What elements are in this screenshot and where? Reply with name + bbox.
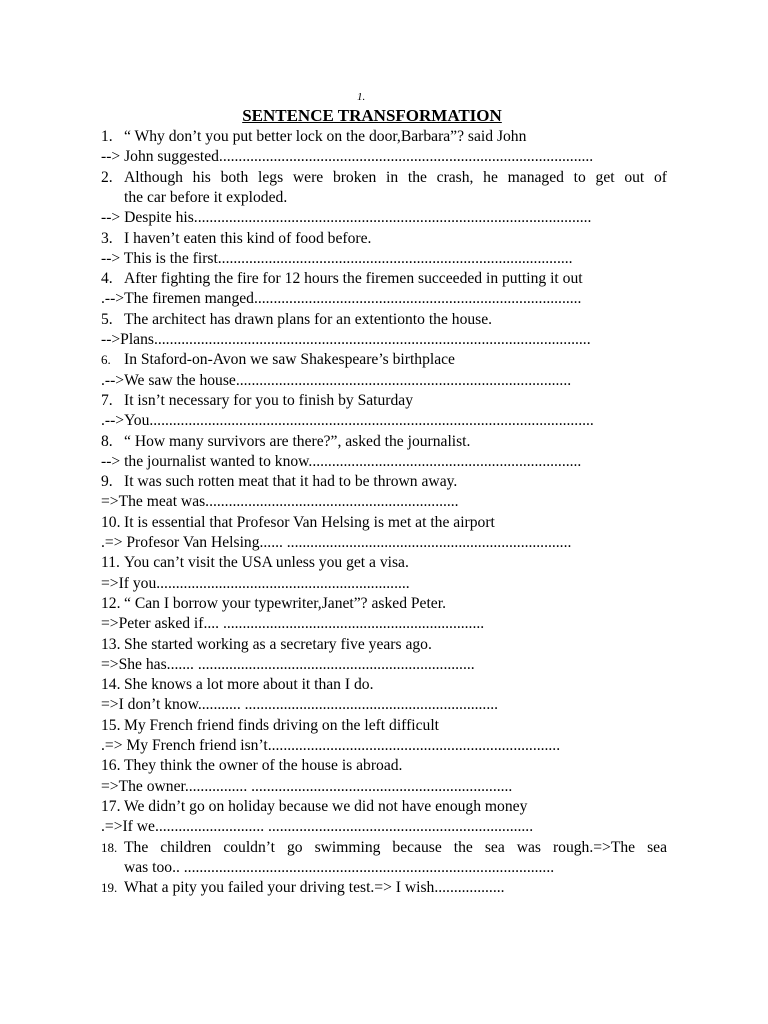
question-line	[101, 472, 667, 492]
answer-line: =>If you.................................................................	[101, 574, 410, 592]
question-number: 6.	[101, 352, 111, 368]
question-text: The children couldn’t go swimming because the sea was rough.=>The sea	[124, 838, 667, 856]
question-text: I haven’t eaten this kind of food before.	[124, 229, 372, 247]
question-line	[101, 797, 667, 817]
answer-line: --> This is the first...........................................................................................	[101, 249, 573, 267]
question-number: 5.	[101, 310, 113, 328]
question-number: 19.	[101, 880, 118, 896]
page-title: SENTENCE TRANSFORMATION	[242, 106, 502, 125]
question-line	[101, 310, 667, 330]
question-line	[101, 553, 667, 573]
question-text: They think the owner of the house is abroad.	[124, 757, 403, 775]
answer-line: .-->The firemen manged....................................................................................	[101, 290, 582, 308]
question-line	[101, 756, 667, 776]
question-number: 18.	[101, 839, 118, 855]
question-text: My French friend finds driving on the left difficult	[124, 716, 439, 734]
question-text: You can’t visit the USA unless you get a visa.	[124, 554, 409, 572]
question-number: 15.	[101, 716, 121, 734]
question-line	[101, 432, 667, 452]
answer-line: --> Despite his......................................................................................................	[101, 209, 592, 227]
answer-line: =>I don’t know........... .................................................................	[101, 696, 499, 714]
question-number: 14.	[101, 676, 121, 694]
question-line	[101, 269, 667, 289]
question-text: Although his both legs were broken in the crash, he managed to get out of	[124, 168, 667, 186]
question-text: After fighting the fire for 12 hours the firemen succeeded in putting it out	[124, 270, 583, 288]
question-text: “ Why don’t you put better lock on the door,Barbara”? said John	[124, 128, 527, 145]
question-line	[101, 594, 667, 614]
answer-line: =>The meat was.................................................................	[101, 493, 459, 511]
question-number: 1.	[101, 128, 113, 145]
question-line	[101, 229, 667, 249]
question-number: 9.	[101, 473, 113, 491]
question-number: 11.	[101, 554, 120, 572]
question-number: 2.	[101, 168, 113, 186]
question-line	[101, 168, 667, 188]
question-number: 3.	[101, 229, 113, 247]
question-text: In Staford-on-Avon we saw Shakespeare’s birthplace	[124, 351, 455, 369]
answer-line: .-->We saw the house......................................................................................	[101, 371, 572, 389]
question-line	[101, 716, 667, 736]
question-text: It is essential that Profesor Van Helsing is met at the airport	[124, 513, 495, 531]
question-continuation: was too.. ...............................................................................................	[124, 858, 555, 876]
question-text: It was such rotten meat that it had to be thrown away.	[124, 473, 458, 491]
question-line	[101, 838, 667, 858]
question-text: She knows a lot more about it than I do.	[124, 676, 374, 694]
answer-line: .-->You..................................................................................................................	[101, 412, 594, 430]
question-number: 7.	[101, 391, 113, 409]
question-line	[101, 878, 667, 898]
answer-line: .=> Profesor Van Helsing...... .........................................................................	[101, 534, 572, 551]
question-text: What a pity you failed your driving test.=> I wish..................	[124, 879, 505, 897]
answer-line: --> the journalist wanted to know......................................................................	[101, 452, 582, 470]
answer-line: .=>If we............................ ....................................................................	[101, 818, 534, 836]
question-line	[101, 391, 667, 411]
page-number: 1.	[357, 91, 366, 103]
question-number: 8.	[101, 432, 113, 450]
question-line	[101, 513, 667, 533]
question-number: 17.	[101, 797, 121, 815]
question-line	[101, 350, 667, 370]
question-number: 10.	[101, 513, 121, 531]
question-continuation: the car before it exploded.	[124, 188, 288, 206]
answer-line: =>She has....... .......................................................................	[101, 655, 475, 673]
question-number: 16.	[101, 757, 121, 775]
answer-line: =>The owner................ ...................................................................	[101, 777, 513, 795]
question-number: 13.	[101, 635, 121, 653]
question-number: 4.	[101, 270, 113, 288]
question-text: “ Can I borrow your typewriter,Janet”? asked Peter.	[124, 594, 446, 612]
question-number: 12.	[101, 594, 121, 612]
question-text: We didn’t go on holiday because we did not have enough money	[124, 797, 528, 815]
question-text: It isn’t necessary for you to finish by Saturday	[124, 391, 414, 409]
question-text: She started working as a secretary five years ago.	[124, 635, 432, 653]
answer-line: --> John suggested................................................................................................	[101, 148, 594, 166]
question-line	[101, 675, 667, 695]
question-text: The architect has drawn plans for an extentionto the house.	[124, 310, 493, 328]
answer-line: .=> My French friend isn’t...........................................................................	[101, 737, 561, 754]
question-line	[101, 127, 667, 147]
answer-line: -->Plans................................................................................................................	[101, 331, 591, 348]
question-line	[101, 635, 667, 655]
question-text: “ How many survivors are there?”, asked the journalist.	[124, 432, 471, 450]
answer-line: =>Peter asked if.... ...................................................................	[101, 615, 485, 633]
